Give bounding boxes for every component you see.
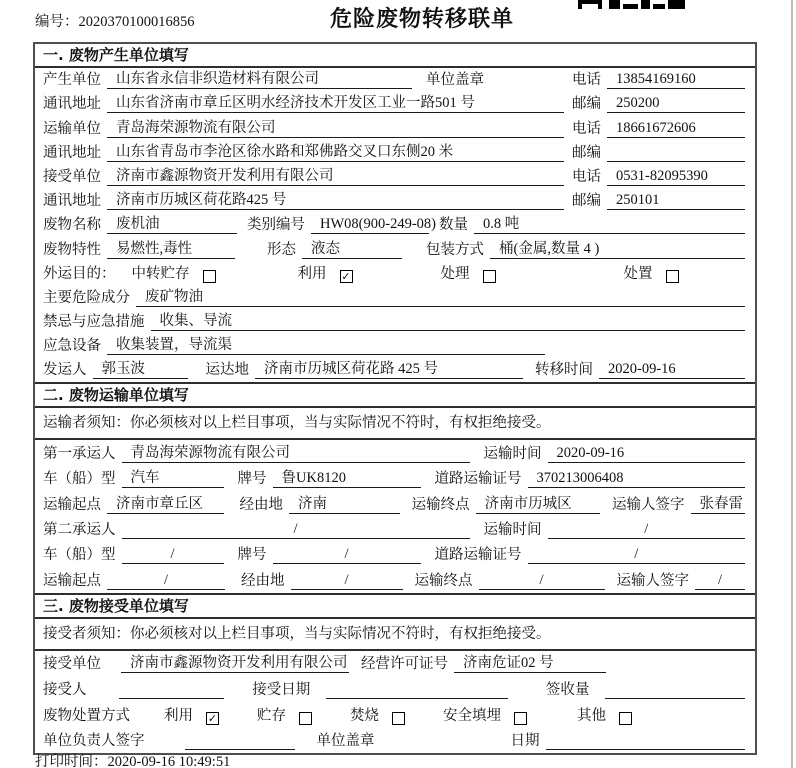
checkbox-recycle: ✓ [341, 269, 351, 283]
field-vehicle-type-1: 汽车 [122, 469, 224, 488]
field-quantity: 0.8 吨 [474, 215, 745, 234]
field-road-permit-2: / [528, 545, 746, 564]
print-time-label: 打印时间： [35, 754, 108, 768]
field-road-permit-1: 370213006408 [528, 469, 746, 488]
row-emergency-equipment [35, 334, 755, 358]
label-transfer-purpose: 外运目的： [43, 265, 116, 282]
row-receiving-unit [35, 651, 755, 677]
row-receiver [35, 165, 755, 189]
label-carrier-signature: 运输人签字 [616, 572, 689, 589]
row-dispatcher [35, 358, 755, 382]
field-producer-phone: 13854169160 [607, 70, 745, 89]
field-category-code: HW08(900-249-08) [311, 215, 429, 234]
label-transport-time: 运输时间 [483, 445, 542, 462]
field-transport-time-1: 2020-09-16 [548, 444, 746, 463]
label-date: 日期 [510, 733, 540, 750]
option-disposal-landfill: 安全填埋 [443, 707, 501, 724]
label-road-permit: 道路运输证号 [434, 471, 522, 488]
label-acceptor: 接受人 [43, 681, 87, 698]
label-transport-time: 运输时间 [483, 522, 542, 538]
field-dispatcher: 郭玉波 [93, 360, 188, 379]
transporter-notice: 运输者须知：你必须核对以上栏目事项，当与实际情况不符时，有权拒绝接受。 [35, 408, 755, 440]
field-acceptor [119, 683, 225, 699]
label-license-number: 经营许可证号 [361, 656, 448, 673]
field-destination: 济南市历城区荷花路 425 号 [255, 360, 523, 379]
label-emergency-measures: 禁忌与应急措施 [43, 314, 145, 331]
row-producer-address [35, 92, 755, 116]
field-producer-name: 山东省永信非织造材料有限公司 [107, 70, 412, 89]
label-unit-seal: 单位盖章 [426, 72, 484, 89]
field-receiver-zip: 250101 [607, 191, 745, 210]
manifest-table [33, 42, 757, 755]
option-disposal-incinerate: 焚烧 [350, 707, 379, 724]
checkbox-transit-storage [203, 270, 216, 283]
row-emergency-measures [35, 310, 755, 334]
label-receiving-unit: 接受单位 [43, 656, 101, 673]
label-vehicle-type: 车（船）型 [43, 547, 116, 564]
field-form: 液态 [302, 240, 402, 259]
row-route-2 [35, 567, 755, 592]
label-quantity: 数量 [439, 217, 468, 234]
field-accept-date [326, 683, 508, 699]
option-dispose: 处置 [623, 265, 653, 282]
field-transporter-name: 青岛海荣源物流有限公司 [107, 119, 564, 138]
section-receiver [35, 593, 755, 753]
field-vehicle-type-2: / [122, 545, 224, 564]
checkbox-disposal-other [619, 712, 632, 725]
field-first-carrier: 青岛海荣源物流有限公司 [122, 444, 470, 463]
row-hazard-component [35, 286, 755, 310]
page-title: 危险废物转移联单 [330, 7, 515, 32]
label-waste-characteristics: 废物特性 [43, 241, 101, 258]
field-receiver-phone: 0531-82095390 [607, 167, 745, 186]
field-emergency-equipment: 收集装置，导流渠 [107, 336, 545, 355]
label-dispatcher: 发运人 [43, 362, 87, 379]
label-responsible-signature: 单位负责人签字 [43, 733, 145, 750]
row-route-1 [35, 491, 755, 516]
row-receiver-address [35, 189, 755, 213]
label-plate: 牌号 [237, 547, 267, 564]
label-second-carrier: 第二承运人 [43, 522, 116, 538]
field-producer-zip: 250200 [607, 94, 745, 113]
serial-value: 2020370100016856 [78, 14, 195, 30]
field-transporter-phone: 18661672606 [607, 119, 745, 138]
label-phone: 电话 [572, 72, 601, 89]
label-hazard-component: 主要危险成分 [43, 289, 130, 306]
row-producer [35, 68, 755, 92]
field-route-start-1: 济南市章丘区 [107, 495, 224, 514]
field-packaging: 桶(金属,数量 4 ) [490, 240, 745, 259]
row-transporter [35, 116, 755, 140]
label-emergency-equipment: 应急设备 [43, 338, 101, 355]
label-route-via: 经由地 [239, 496, 284, 513]
option-treat: 处理 [440, 265, 470, 282]
row-transfer-purpose [35, 262, 755, 286]
label-address: 通讯地址 [43, 193, 101, 210]
field-second-carrier: / [122, 520, 470, 539]
serial-number [35, 10, 195, 31]
field-transport-time-2: / [548, 520, 746, 539]
label-phone: 电话 [572, 168, 601, 185]
field-receiving-unit: 济南市鑫源物资开发利用有限公司 [121, 654, 349, 673]
row-second-carrier [35, 517, 755, 542]
field-route-via-1: 济南 [289, 495, 400, 514]
label-received-quantity: 签收量 [545, 681, 590, 698]
print-time [35, 750, 230, 768]
row-transporter-address [35, 141, 755, 165]
field-producer-address: 山东省济南市章丘区明水经济技术开发区工业一路501 号 [107, 94, 564, 113]
field-receiver-address: 济南市历城区荷花路425 号 [107, 191, 564, 210]
checkbox-disposal-landfill [514, 712, 527, 725]
row-acceptor [35, 676, 755, 702]
label-unit-seal: 单位盖章 [316, 733, 375, 750]
field-route-start-2: / [107, 571, 225, 590]
label-address: 通讯地址 [43, 144, 101, 161]
field-route-end-1: 济南市历城区 [476, 495, 600, 514]
row-first-carrier [35, 440, 755, 465]
checkbox-dispose [666, 270, 679, 283]
field-receiver-name: 济南市鑫源物资开发利用有限公司 [107, 167, 564, 186]
serial-label: 编号： [35, 14, 79, 30]
label-receiver: 接受单位 [43, 168, 101, 185]
checkbox-disposal-incinerate [392, 712, 405, 725]
label-waste-name: 废物名称 [43, 217, 101, 234]
field-sign-date [546, 734, 746, 750]
field-license-number: 济南危证02 号 [454, 654, 606, 673]
label-destination: 运达地 [205, 362, 249, 379]
checkbox-disposal-recycle: ✓ [207, 711, 218, 725]
label-route-start: 运输起点 [43, 496, 101, 513]
label-transporter: 运输单位 [43, 120, 101, 137]
label-zip: 邮编 [572, 96, 601, 113]
field-carrier-signature-2: / [695, 571, 745, 590]
field-plate-1: 鲁UK8120 [273, 469, 421, 488]
label-accept-date: 接受日期 [252, 681, 311, 698]
field-transfer-time: 2020-09-16 [599, 360, 745, 379]
row-vehicle-2 [35, 542, 755, 567]
option-disposal-storage: 贮存 [257, 707, 286, 724]
row-vehicle-1 [35, 466, 755, 491]
label-zip: 邮编 [572, 144, 601, 161]
option-disposal-other: 其他 [577, 707, 606, 724]
section1-header: 一. 废物产生单位填写 [35, 44, 755, 68]
label-carrier-signature: 运输人签字 [612, 496, 685, 513]
field-route-via-2: / [291, 571, 403, 590]
field-plate-2: / [273, 545, 421, 564]
label-producer: 产生单位 [43, 72, 101, 89]
checkbox-treat [483, 270, 496, 283]
label-disposal-method: 废物处置方式 [43, 707, 130, 724]
label-route-start: 运输起点 [43, 572, 101, 589]
checkbox-disposal-storage [299, 712, 312, 725]
section2-header: 二. 废物运输单位填写 [35, 384, 755, 408]
field-route-end-2: / [479, 571, 605, 590]
label-form: 形态 [267, 241, 296, 258]
label-route-end: 运输终点 [414, 572, 473, 589]
label-plate: 牌号 [237, 471, 267, 488]
label-address: 通讯地址 [43, 96, 101, 113]
row-disposal-method [35, 702, 755, 728]
label-transfer-time: 转移时间 [535, 362, 593, 379]
label-zip: 邮编 [572, 193, 601, 210]
option-recycle: 利用 [297, 265, 327, 282]
print-time-value: 2020-09-16 10:49:51 [107, 754, 231, 768]
section-producer [35, 44, 755, 382]
label-category-code: 类别编号 [247, 217, 305, 234]
section3-header: 三. 废物接受单位填写 [35, 595, 755, 619]
label-packaging: 包装方式 [426, 241, 484, 258]
field-waste-name: 废机油 [107, 215, 237, 234]
label-route-via: 经由地 [241, 572, 285, 589]
label-vehicle-type: 车（船）型 [43, 471, 116, 488]
label-phone: 电话 [572, 120, 601, 137]
label-route-end: 运输终点 [411, 496, 470, 513]
section-transporter [35, 382, 755, 592]
label-road-permit: 道路运输证号 [434, 547, 522, 564]
qr-code-icon [578, 0, 690, 9]
field-waste-characteristics: 易燃性,毒性 [107, 240, 235, 259]
field-transporter-zip [607, 146, 745, 162]
page-edge-line [791, 0, 793, 768]
field-hazard-component: 废矿物油 [136, 288, 745, 307]
field-responsible-signature [185, 734, 295, 750]
label-first-carrier: 第一承运人 [43, 445, 116, 462]
field-emergency-measures: 收集、导流 [151, 312, 746, 331]
receiver-notice: 接受者须知：你必须核对以上栏目事项，当与实际情况不符时，有权拒绝接受。 [35, 619, 755, 651]
field-transporter-address: 山东省青岛市李沧区徐水路和郑佛路交叉口东侧20 米 [107, 143, 564, 162]
option-transit-storage: 中转贮存 [131, 265, 190, 282]
field-received-quantity [605, 683, 745, 699]
row-waste-name [35, 213, 755, 237]
row-waste-characteristics [35, 237, 755, 261]
option-disposal-recycle: 利用 [164, 707, 193, 724]
field-carrier-signature-1: 张春雷 [691, 495, 746, 514]
